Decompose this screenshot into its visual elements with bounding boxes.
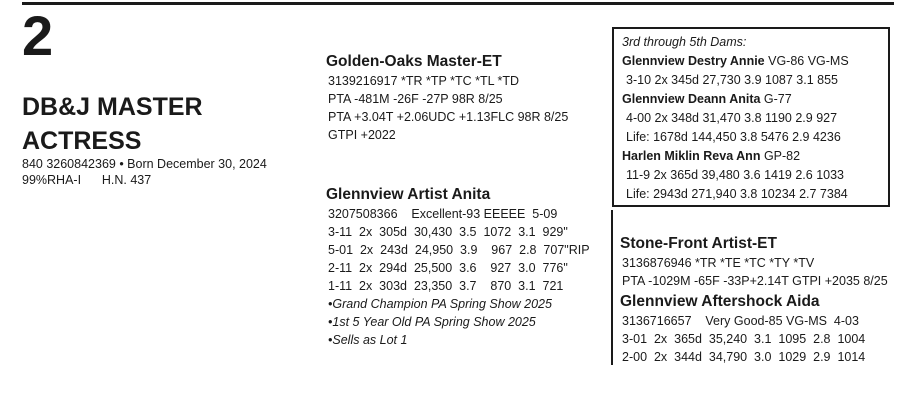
- sire-line: PTA -481M -26F -27P 98R 8/25: [328, 92, 503, 106]
- dam-name: Glennview Artist Anita: [326, 186, 491, 203]
- dam-note: •1st 5 Year Old PA Spring Show 2025: [328, 315, 536, 329]
- maternal-granddam-record: 2-00 2x 344d 34,790 3.0 1029 2.9 1014: [622, 350, 866, 364]
- animal-name-line1: DB&J MASTER: [22, 93, 203, 121]
- dam-record: 1-11 2x 303d 23,350 3.7 870 3.1 721: [328, 279, 564, 293]
- dams-box-content: [622, 33, 849, 204]
- dam-4th-score: G-77: [760, 92, 792, 106]
- dam-details: [328, 205, 590, 349]
- dam-4th-record: 4-00 2x 348d 31,470 3.8 1190 2.9 927: [626, 111, 838, 125]
- dam-record: 2-11 2x 294d 25,500 3.6 927 3.0 776": [328, 261, 568, 275]
- maternal-granddam-line: 3136716657 Very Good-85 VG-MS 4-03: [622, 314, 859, 328]
- pedigree-bracket: [611, 210, 613, 365]
- maternal-granddam-record: 3-01 2x 365d 35,240 3.1 1095 2.8 1004: [622, 332, 866, 346]
- dam-record: 5-01 2x 243d 24,950 3.9 967 2.8 707"RIP: [328, 243, 590, 257]
- animal-name: [22, 90, 302, 158]
- maternal-grandsire-name: Stone-Front Artist-ET: [620, 235, 777, 252]
- dam-3rd-name: Glennview Destry Annie: [622, 54, 765, 68]
- dam-3rd-record: 3-10 2x 345d 27,730 3.9 1087 3.1 855: [626, 73, 838, 87]
- animal-name-line2: ACTRESS: [22, 127, 142, 155]
- maternal-grandsire-details: [622, 254, 888, 290]
- animal-rha-hn: 99%RHA-I H.N. 437: [22, 173, 152, 187]
- dam-4th-name: Glennview Deann Anita: [622, 92, 761, 106]
- dam-3rd-title: [622, 52, 849, 71]
- dam-5th-record: 11-9 2x 365d 39,480 3.6 1419 2.6 1033: [626, 168, 845, 182]
- dam-record: 3-11 2x 305d 30,430 3.5 1072 3.1 929": [328, 225, 568, 239]
- maternal-grandsire-line: 3136876946 *TR *TE *TC *TY *TV: [622, 256, 815, 270]
- dam-5th-score: GP-82: [760, 149, 801, 163]
- dam-note: •Sells as Lot 1: [328, 333, 408, 347]
- sire-details: [328, 72, 568, 144]
- dams-box-header: 3rd through 5th Dams:: [622, 35, 747, 49]
- dams-box: [612, 27, 890, 207]
- dam-5th-title: [622, 147, 849, 166]
- animal-id-line: 840 3260842369 • Born December 30, 2024: [22, 157, 267, 171]
- dam-5th-lifetime: Life: 2943d 271,940 3.8 10234 2.7 7384: [626, 187, 848, 201]
- dam-4th-title: [622, 90, 849, 109]
- sire-line: PTA +3.04T +2.06UDC +1.13FLC 98R 8/25: [328, 110, 569, 124]
- maternal-granddam-name: Glennview Aftershock Aida: [620, 293, 820, 310]
- dam-5th-name: Harlen Miklin Reva Ann: [622, 149, 761, 163]
- dam-line: 3207508366 Excellent-93 EEEEE 5-09: [328, 207, 558, 221]
- dam-3rd-score: VG-86 VG-MS: [764, 54, 849, 68]
- top-rule: [22, 2, 894, 5]
- sire-name: Golden-Oaks Master-ET: [326, 53, 502, 70]
- dam-note: •Grand Champion PA Spring Show 2025: [328, 297, 552, 311]
- sire-line: 3139216917 *TR *TP *TC *TL *TD: [328, 74, 520, 88]
- maternal-grandsire-line: PTA -1029M -65F -33P+2.14T GTPI +2035 8/25: [622, 274, 888, 288]
- lot-number: 2: [22, 4, 54, 67]
- maternal-granddam-details: [622, 312, 865, 366]
- dam-4th-lifetime: Life: 1678d 144,450 3.8 5476 2.9 4236: [626, 130, 841, 144]
- sire-line: GTPI +2022: [328, 128, 396, 142]
